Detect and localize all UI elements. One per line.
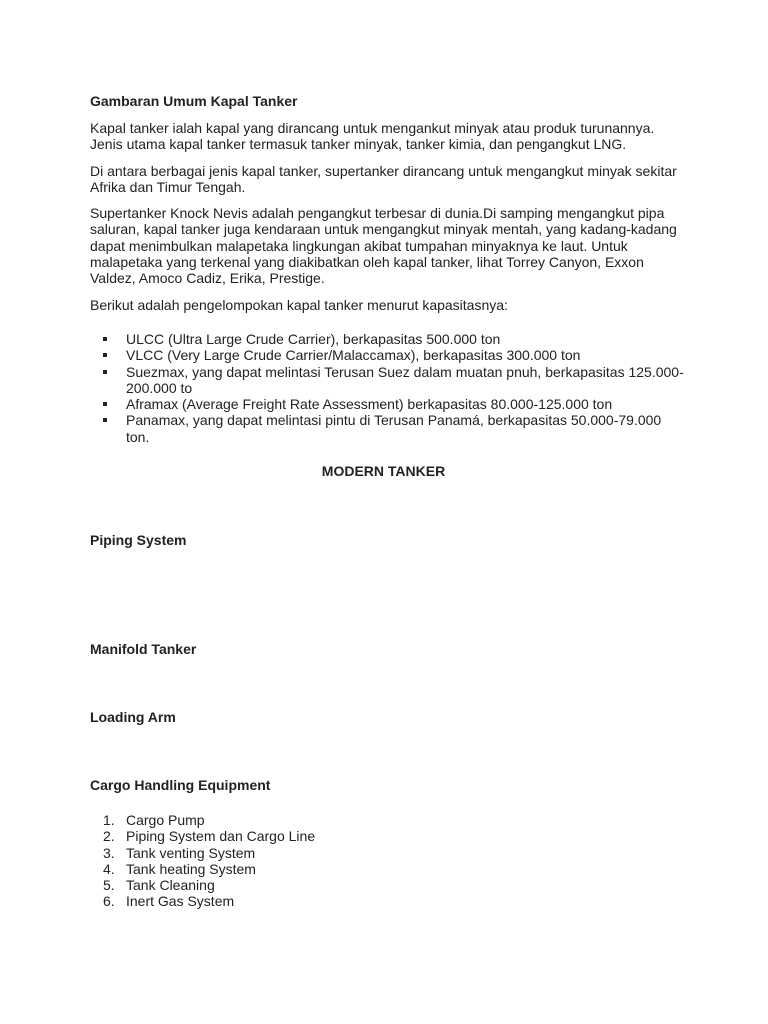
list-number: 6.	[103, 893, 115, 910]
document-title: Gambaran Umum Kapal Tanker	[90, 93, 298, 109]
list-number: 5.	[103, 877, 115, 894]
paragraph-line: malapetaka yang terkenal yang diakibatkan oleh kapal tanker, lihat Torrey Canyon, Exxon	[90, 253, 644, 270]
list-number: 4.	[103, 860, 115, 877]
paragraph-line: saluran, kapal tanker juga kendaraan untuk mengangkut minyak mentah, yang kadang-kadang	[90, 221, 677, 238]
paragraph-supertanker	[90, 163, 685, 196]
bullet-icon	[103, 337, 107, 341]
list-item-text: Suezmax, yang dapat melintasi Terusan Suez dalam muatan pnuh, berkapasitas 125.000-	[126, 363, 684, 380]
paragraph-line: Jenis utama kapal tanker termasuk tanker minyak, tanker kimia, dan pengangkut LNG.	[90, 136, 627, 153]
list-item	[90, 347, 690, 363]
list-item	[90, 877, 315, 893]
paragraph-line: Kapal tanker ialah kapal yang dirancang untuk mengankut minyak atau produk turunannya.	[90, 120, 655, 136]
list-item	[90, 364, 690, 397]
bullet-icon	[103, 353, 107, 357]
list-item	[90, 812, 315, 828]
list-number: 2.	[103, 828, 115, 845]
list-item-text: 200.000 to	[126, 379, 193, 396]
list-item-text: Tank venting System	[126, 844, 256, 861]
list-item	[90, 396, 690, 412]
bullet-icon	[103, 370, 107, 374]
list-item-text: Cargo Pump	[126, 812, 205, 828]
paragraph-line: dapat menimbulkan malapetaka lingkungan akibat tumpahan minyaknya ke laut. Untuk	[90, 237, 628, 254]
list-item	[90, 845, 315, 861]
bullet-icon	[103, 402, 107, 406]
list-item	[90, 828, 315, 844]
capacity-list	[90, 331, 690, 445]
list-number: 1.	[103, 812, 115, 828]
paragraph-line: Supertanker Knock Nevis adalah pengangkut terbesar di dunia.Di samping mengangkut pipa	[90, 205, 665, 221]
paragraph-knock-nevis	[90, 205, 685, 286]
subheading-cargo-handling: Cargo Handling Equipment	[90, 777, 271, 793]
list-item-text: Tank Cleaning	[126, 877, 215, 894]
list-item	[90, 893, 315, 909]
paragraph-classification-intro	[90, 297, 685, 313]
paragraph-line: Di antara berbagai jenis kapal tanker, supertanker dirancang untuk mengangkut minyak sekitar	[90, 163, 677, 179]
list-item-text: Panamax, yang dapat melintasi pintu di Terusan Panamá, berkapasitas 50.000-79.000	[126, 412, 662, 429]
paragraph-line: Afrika dan Timur Tengah.	[90, 179, 246, 196]
paragraph-intro	[90, 120, 685, 153]
document-page	[90, 0, 690, 1024]
subheading-piping-system: Piping System	[90, 532, 187, 548]
list-item-text: VLCC (Very Large Crude Carrier/Malaccamax), berkapasitas 300.000 ton	[126, 347, 581, 364]
section-title: MODERN TANKER	[321, 463, 446, 479]
list-item	[90, 412, 690, 445]
list-item-text: Tank heating System	[126, 860, 256, 877]
list-item-text: ULCC (Ultra Large Crude Carrier), berkapasitas 500.000 ton	[126, 331, 501, 347]
paragraph-line: Berikut adalah pengelompokan kapal tanker menurut kapasitasnya:	[90, 297, 508, 313]
paragraph-line: Valdez, Amoco Cadiz, Erika, Prestige.	[90, 270, 325, 287]
list-number: 3.	[103, 844, 115, 861]
bullet-icon	[103, 418, 107, 422]
list-item-text: ton.	[126, 428, 150, 445]
equipment-list	[90, 812, 315, 910]
list-item	[90, 331, 690, 347]
subheading-loading-arm: Loading Arm	[90, 709, 176, 725]
list-item-text: Piping System dan Cargo Line	[126, 828, 316, 845]
list-item-text: Inert Gas System	[126, 893, 235, 910]
subheading-manifold-tanker: Manifold Tanker	[90, 641, 197, 657]
list-item-text: Aframax (Average Freight Rate Assessment) berkapasitas 80.000-125.000 ton	[126, 396, 613, 413]
list-item	[90, 861, 315, 877]
